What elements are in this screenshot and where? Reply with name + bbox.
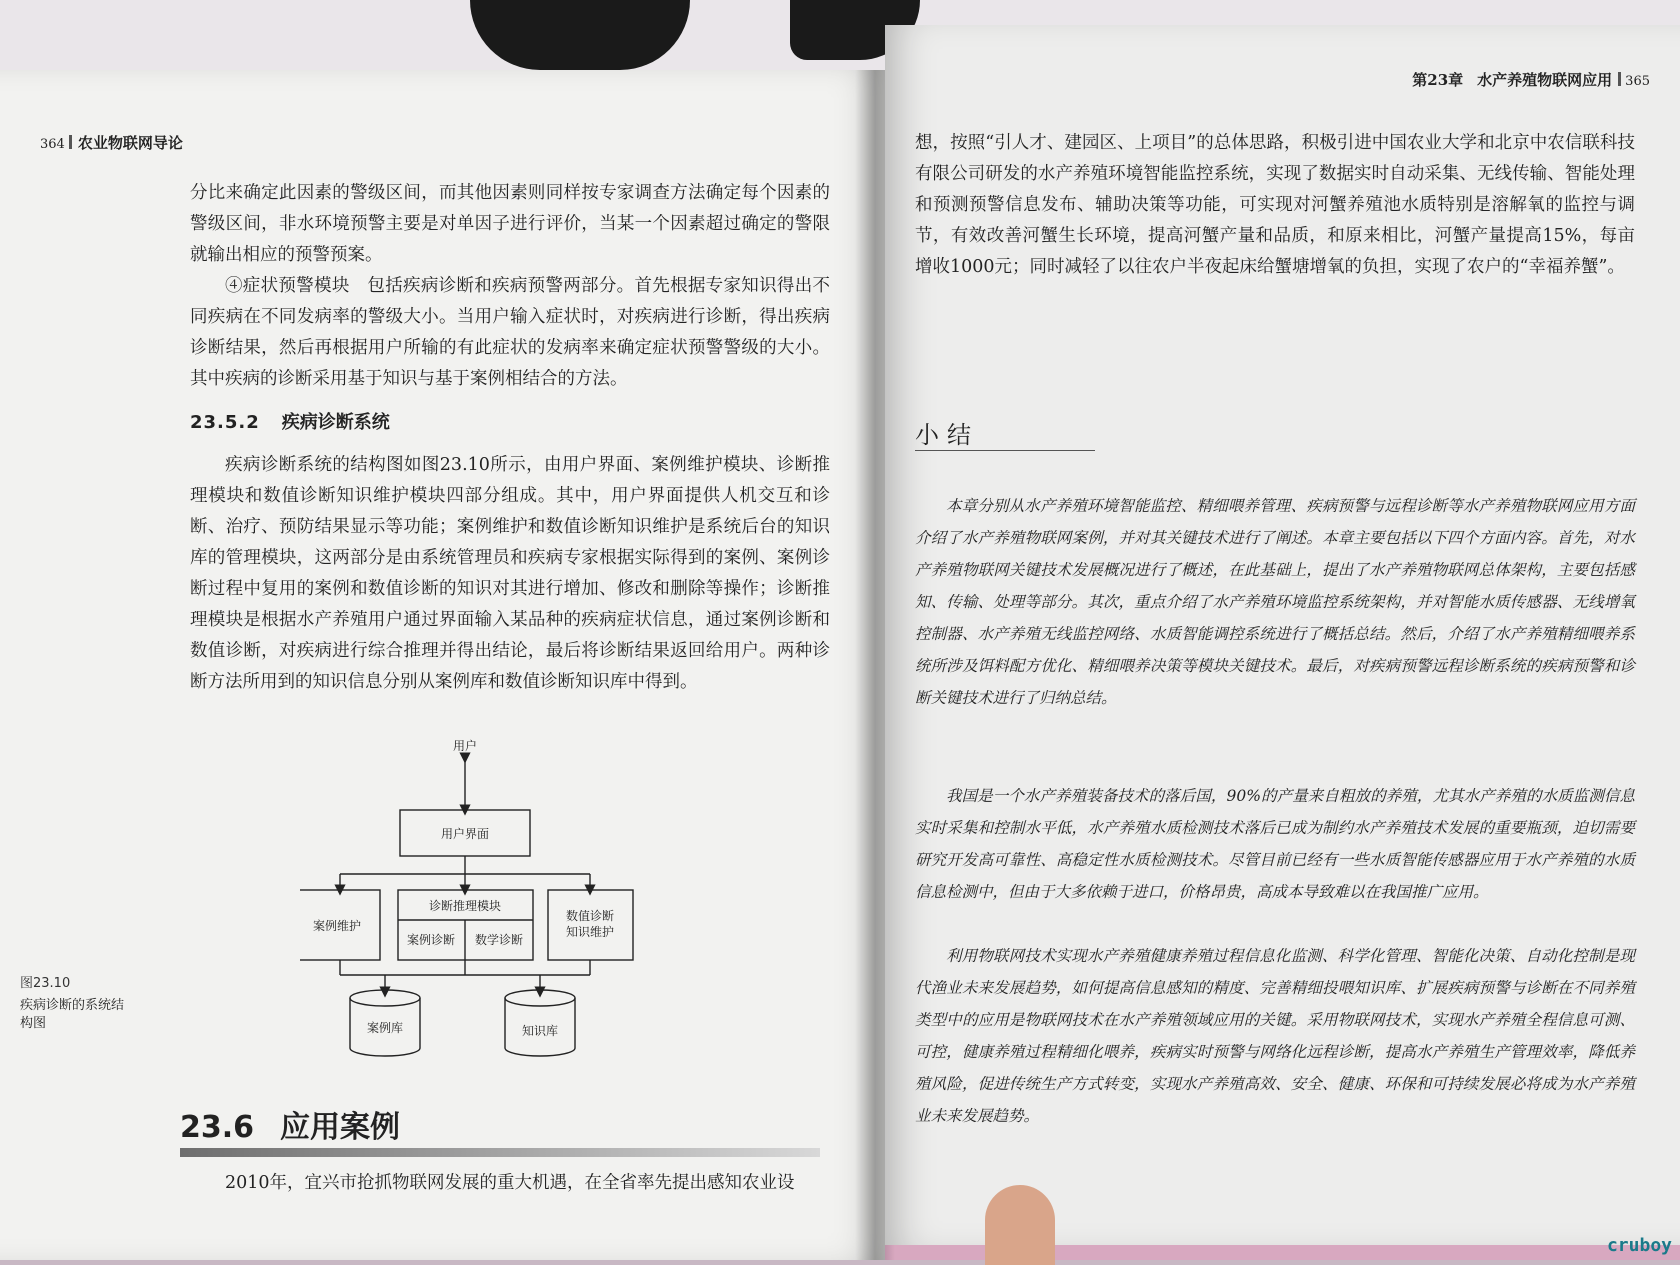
label-math-diagnosis: 数学诊断 [474,933,524,947]
chapter-number: 第23章 [1412,71,1464,89]
left-paragraph-3: 疾病诊断系统的结构图如图23.10所示，由用户界面、案例维护模块、诊断推理模块和数值诊断知识维护模块四部分组成。其中，用户界面提供人机交互和诊断、治疗、预防结果显示等功能；案例维护和数值诊断知识维护是系统后台的知识库的管理模块，这两部分是由系统管理员和疾病专家根据实际得到的案例、案例诊断过程中复用的案例和数值诊断的知识对其进行增加、修改和删除等操作；诊断推理模块是根据水产养殖用户通过界面输入某品种的疾病症状信息，通过案例诊断和数值诊断，对疾病进行综合推理并得出结论，最后将诊断结果返回给用户。两种诊断方法所用到的知识信息分别从案例库和数值诊断知识库中得到。 [190,455,830,692]
label-case-diagnosis: 案例诊断 [406,933,456,947]
figure-caption [20,975,124,1033]
left-paragraph-2: ④症状预警模块 包括疾病诊断和疾病预警两部分。首先根据专家知识得出不同疾病在不同发病率的警级大小。当用户输入症状时，对疾病进行诊断，得出疾病诊断结果，然后再根据用户所输的有此症状的发病率来确定症状预警警级的大小。其中疾病的诊断采用基于知识与基于案例相结合的方法。 [190,276,830,389]
right-page-header [1412,69,1650,90]
left-paragraph-4: 2010年，宜兴市抢抓物联网发展的重大机遇，在全省率先提出感知农业设 [225,1173,795,1193]
big-section-number: 23.6 [180,1110,255,1145]
section-divider [180,1148,820,1157]
section-title: 疾病诊断系统 [281,412,390,433]
figure-caption-line-2: 构图 [20,1016,47,1031]
right-page-number: 365 [1625,74,1650,89]
big-section-title: 应用案例 [280,1110,401,1145]
book-title: 农业物联网导论 [77,134,183,152]
summary-paragraph-1: 本章分别从水产养殖环境智能监控、精细喂养管理、疾病预警与远程诊断等水产养殖物联网应用方面介绍了水产养殖物联网案例，并对其关键技术进行了阐述。本章主要包括以下四个方面内容。首先，对水产养殖物联网关键技术发展概况进行了概述，在此基础上，提出了水产养殖物联网总体架构，主要包括感知、传输、处理等部分。其次，重点介绍了水产养殖环境监控系统架构，并对智能水质传感器、无线增氧控制器、水产养殖无线监控网络、水质智能调控系统进行了概括总结。然后，介绍了水产养殖精细喂养系统所涉及饵料配方优化、精细喂养决策等模块关键技术。最后，对疾病预警远程诊断系统的疾病预警和诊断关键技术进行了归纳总结。 [915,497,1635,707]
right-paragraph-1: 想，按照“引人才、建园区、上项目”的总体思路，积极引进中国农业大学和北京中农信联科技有限公司研发的水产养殖环境智能监控系统，实现了数据实时自动采集、无线传输、智能处理和预测预警信息发布、辅助决策等功能，可实现对河蟹养殖池水质特别是溶解氧的监控与调节，有效改善河蟹生长环境，提高河蟹产量和品质，和原来相比，河蟹产量提高15%，每亩增收1000元；同时减轻了以往农户半夜起床给蟹塘增氧的负担，实现了农户的“幸福养蟹”。 [915,133,1635,277]
summary-underline [915,450,1095,451]
label-numeric-maintenance-2: 知识维护 [565,925,615,939]
big-section-heading [180,1102,400,1146]
label-knowledge-db: 知识库 [521,1024,559,1038]
summary-heading: 小结 [915,421,979,449]
figure-caption-line-1: 疾病诊断的系统结 [20,998,125,1013]
summary-paragraph-2: 我国是一个水产养殖装备技术的落后国，90%的产量来自粗放的养殖，尤其水产养殖的水质监测信息实时采集和控制水平低，水产养殖水质检测技术落后已成为制约水产养殖技术发展的重要瓶颈，迫切需要研究开发高可靠性、高稳定性水质检测技术。尽管目前已经有一些水质智能传感器应用于水产养殖的水质信息检测中，但由于大多依赖于进口，价格昂贵，高成本导致难以在我国推广应用。 [915,787,1635,901]
summary-paragraph-3: 利用物联网技术实现水产养殖健康养殖过程信息化监测、科学化管理、智能化决策、自动化控制是现代渔业未来发展趋势，如何提高信息感知的精度、完善精细投喂知识库、扩展疾病预警与诊断在不同养殖类型中的应用是物联网技术在水产养殖领域应用的关键。采用物联网技术，实现水产养殖全程信息可测、可控，健康养殖过程精细化喂养，疾病实时预警与网络化远程诊断，提高水产养殖生产管理效率，降低养殖风险，促进传统生产方式转变，实现水产养殖高效、安全、健康、环保和可持续发展必将成为水产养殖业未来发展趋势。 [915,947,1635,1125]
right-page [885,25,1680,1245]
label-case-db: 案例库 [366,1021,404,1035]
left-page-header [40,132,183,153]
label-user: 用户 [452,739,478,753]
section-number: 23.5.2 [190,412,260,433]
left-page [0,70,885,1260]
label-numeric-maintenance-1: 数值诊断 [565,909,615,923]
label-reasoning: 诊断推理模块 [428,899,502,913]
left-page-number: 364 [40,137,65,152]
label-case-maintenance: 案例维护 [312,919,362,933]
system-structure-diagram [300,730,640,1060]
chapter-title: 水产养殖物联网应用 [1477,71,1613,89]
figure-number: 图23.10 [20,976,71,991]
label-ui: 用户界面 [440,827,490,841]
thumb [985,1185,1055,1265]
left-paragraph-1: 分比来确定此因素的警级区间，而其他因素则同样按专家调查方法确定每个因素的警级区间，非水环境预警主要是对单因子进行评价，当某一个因素超过确定的警限就输出相应的预警预案。 [190,183,830,265]
watermark: cruboy [1606,1235,1672,1256]
section-heading [190,408,390,434]
